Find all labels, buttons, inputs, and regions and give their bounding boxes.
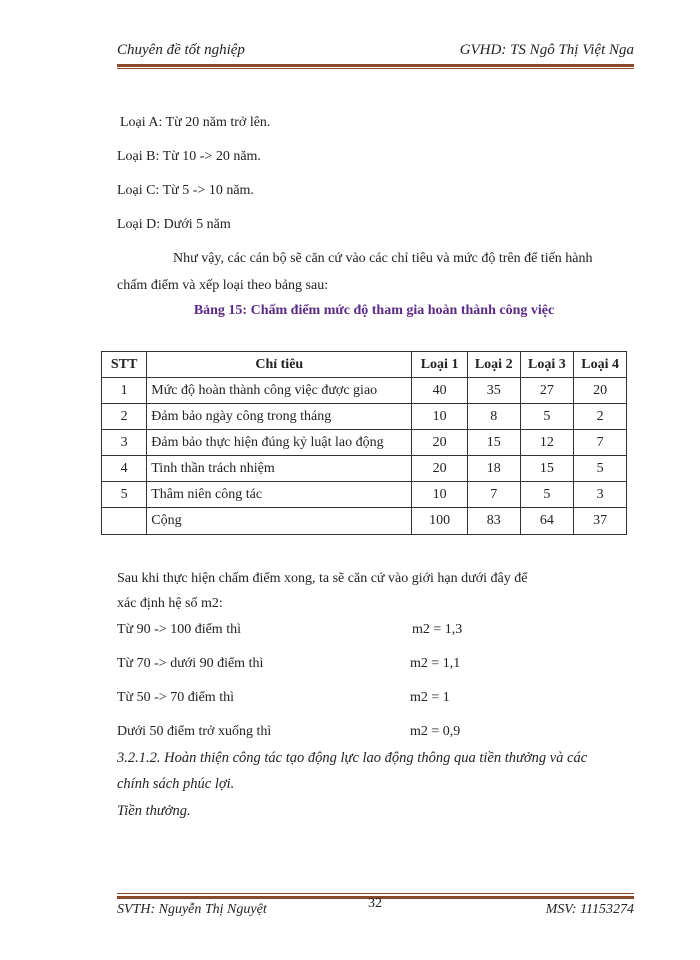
cell-type-1: 10	[412, 482, 468, 508]
cell-type-3: 5	[520, 404, 574, 430]
footer-student-id: MSV: 11153274	[545, 902, 634, 917]
header-title: Chuyên đề tốt nghiệp	[117, 42, 245, 58]
cell-type-2: 8	[467, 404, 520, 430]
cell-type-4: 5	[574, 456, 627, 482]
threshold-value: m2 = 1,3	[412, 622, 463, 637]
cell-type-2: 83	[467, 508, 520, 535]
cell-type-2: 35	[467, 378, 520, 404]
cell-type-3: 5	[520, 482, 574, 508]
col-header-criteria: Chỉ tiêu	[147, 352, 412, 378]
header-supervisor: GVHD: TS Ngô Thị Việt Nga	[459, 42, 634, 58]
section-title-line-1: 3.2.1.2. Hoàn thiện công tác tạo động lực lao động thông qua tiền thưởng và các	[117, 750, 588, 766]
threshold-value: m2 = 1,1	[410, 656, 461, 671]
header-rule-thin	[117, 68, 634, 69]
cell-type-1: 10	[412, 404, 468, 430]
cell-type-1: 20	[412, 430, 468, 456]
table-row	[102, 482, 627, 508]
paragraph-line-1: Như vậy, các cán bộ sẽ căn cứ vào các chỉ tiêu và mức độ trên để tiến hành	[173, 251, 593, 266]
after-table-line-1: Sau khi thực hiện chấm điểm xong, ta sẽ căn cứ vào giới hạn dưới đây để	[117, 571, 528, 586]
cell-stt: 1	[102, 378, 147, 404]
col-header-type-4: Loại 4	[574, 352, 627, 378]
col-header-type-1: Loại 1	[412, 352, 468, 378]
header-rule	[117, 64, 634, 67]
col-header-type-3: Loại 3	[520, 352, 574, 378]
threshold-range: Từ 70 -> dưới 90 điểm thì	[117, 656, 264, 671]
cell-type-3: 15	[520, 456, 574, 482]
threshold-value: m2 = 1	[410, 690, 450, 705]
cell-stt: 2	[102, 404, 147, 430]
cell-criteria: Đảm bảo ngày công trong tháng	[147, 404, 412, 430]
cell-stt: 4	[102, 456, 147, 482]
category-c: Loại C: Từ 5 -> 10 năm.	[117, 183, 254, 198]
cell-type-1: 100	[412, 508, 468, 535]
table-header-row	[102, 352, 627, 378]
threshold-value: m2 = 0,9	[410, 724, 461, 739]
cell-criteria: Cộng	[147, 508, 412, 535]
cell-type-4: 2	[574, 404, 627, 430]
table-row	[102, 378, 627, 404]
cell-type-4: 37	[574, 508, 627, 535]
cell-stt: 5	[102, 482, 147, 508]
after-table-line-2: xác định hệ số m2:	[117, 596, 223, 611]
cell-type-4: 7	[574, 430, 627, 456]
col-header-type-2: Loại 2	[467, 352, 520, 378]
table-total-row	[102, 508, 627, 535]
threshold-range: Dưới 50 điểm trở xuống thì	[117, 724, 272, 739]
cell-type-1: 40	[412, 378, 468, 404]
cell-criteria: Tinh thần trách nhiệm	[147, 456, 412, 482]
paragraph-line-2: chấm điểm và xếp loại theo bảng sau:	[117, 278, 329, 293]
cell-stt	[102, 508, 147, 535]
footer-author: SVTH: Nguyễn Thị Nguyệt	[117, 902, 267, 917]
cell-type-2: 7	[467, 482, 520, 508]
cell-type-3: 27	[520, 378, 574, 404]
page-number: 32	[368, 896, 382, 911]
table-caption: Bảng 15: Chấm điểm mức độ tham gia hoàn thành công việc	[193, 303, 555, 318]
col-header-stt: STT	[102, 352, 147, 378]
category-a: Loại A: Từ 20 năm trở lên.	[120, 115, 271, 130]
table-row	[102, 430, 627, 456]
category-b: Loại B: Từ 10 -> 20 năm.	[117, 149, 261, 164]
cell-type-1: 20	[412, 456, 468, 482]
cell-criteria: Đảm bảo thực hiện đúng kỷ luật lao động	[147, 430, 412, 456]
section-title-line-2: chính sách phúc lợi.	[117, 776, 235, 792]
cell-criteria: Thâm niên công tác	[147, 482, 412, 508]
cell-type-2: 15	[467, 430, 520, 456]
score-table	[101, 351, 627, 535]
table-row	[102, 456, 627, 482]
cell-type-2: 18	[467, 456, 520, 482]
threshold-range: Từ 50 -> 70 điểm thì	[117, 690, 234, 705]
section-subtitle: Tiền thưởng.	[117, 803, 191, 819]
cell-type-3: 12	[520, 430, 574, 456]
cell-type-4: 3	[574, 482, 627, 508]
category-d: Loại D: Dưới 5 năm	[117, 217, 231, 232]
threshold-range: Từ 90 -> 100 điểm thì	[117, 622, 241, 637]
cell-stt: 3	[102, 430, 147, 456]
cell-type-4: 20	[574, 378, 627, 404]
footer-rule-thin	[117, 893, 634, 894]
table-row	[102, 404, 627, 430]
cell-criteria: Mức độ hoàn thành công việc được giao	[147, 378, 412, 404]
cell-type-3: 64	[520, 508, 574, 535]
